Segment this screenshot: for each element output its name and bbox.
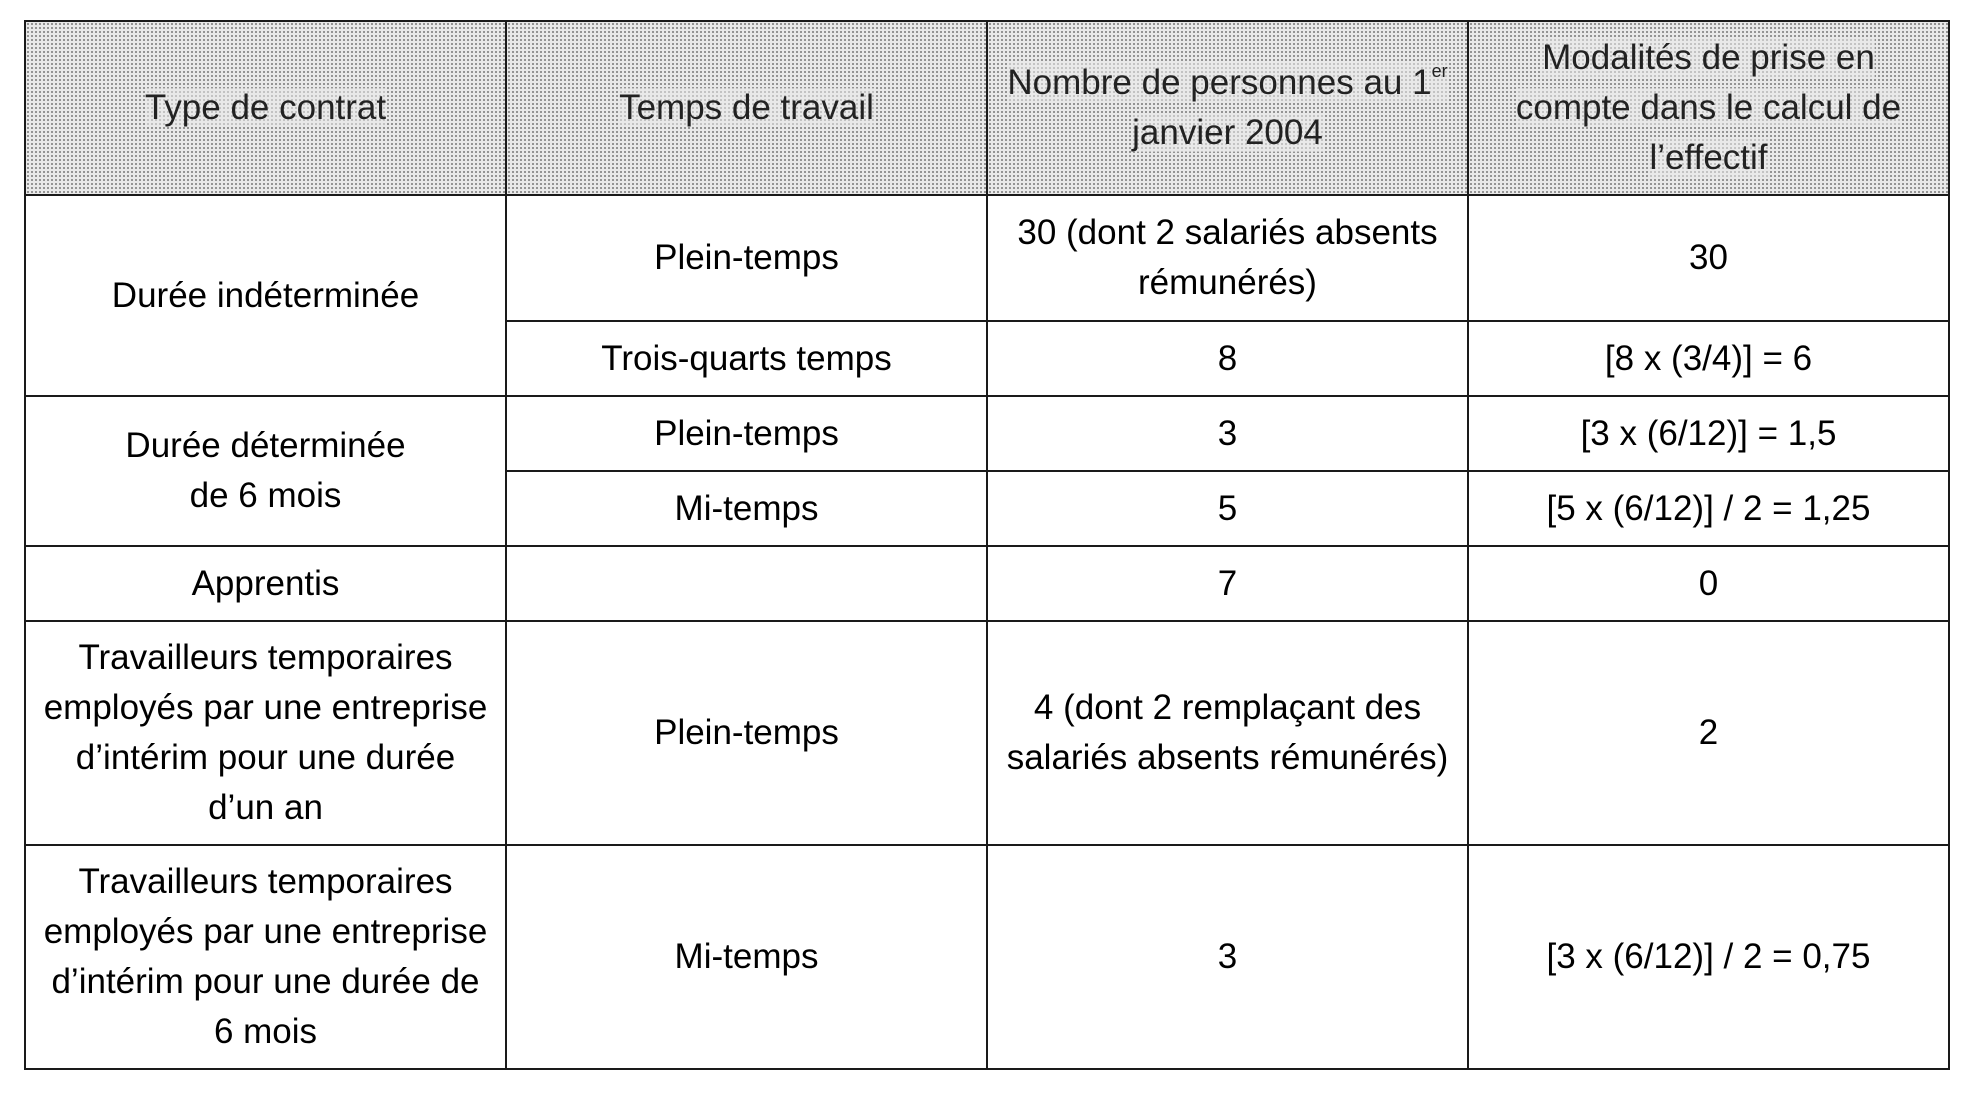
effectif-table <box>24 20 1950 1070</box>
cell-nombre: 5 <box>987 471 1468 546</box>
cell-temps: Plein-temps <box>506 621 987 845</box>
cell-modalite: [8 x (3/4)] = 6 <box>1468 321 1949 396</box>
header-row <box>25 21 1949 195</box>
cell-nombre: 8 <box>987 321 1468 396</box>
cell-temps: Plein-temps <box>506 195 987 321</box>
header-modalites-label: Modalités de prise en compte dans le calcul de l’effectif <box>1515 38 1902 177</box>
cell-nombre: 3 <box>987 845 1468 1069</box>
cell-nombre: 3 <box>987 396 1468 471</box>
table-row <box>25 195 1949 321</box>
header-type-contrat-label: Type de contrat <box>144 88 387 127</box>
cell-temps <box>506 546 987 621</box>
header-nombre-sup: er <box>1431 61 1448 82</box>
table-row <box>25 396 1949 471</box>
cell-temps: Mi-temps <box>506 471 987 546</box>
cell-nombre: 30 (dont 2 salariés absents rémunérés) <box>987 195 1468 321</box>
cell-type-interim-6mois: Travailleurs temporaires employés par une entreprise d’intérim pour une durée de 6 mois <box>25 845 506 1069</box>
cell-type-apprentis: Apprentis <box>25 546 506 621</box>
cell-type-cdi: Durée indéterminée <box>25 195 506 396</box>
cell-temps: Mi-temps <box>506 845 987 1069</box>
cell-modalite: [3 x (6/12)] = 1,5 <box>1468 396 1949 471</box>
header-modalites <box>1468 21 1949 195</box>
table-row <box>25 546 1949 621</box>
cell-modalite: [5 x (6/12)] / 2 = 1,25 <box>1468 471 1949 546</box>
cell-temps: Plein-temps <box>506 396 987 471</box>
header-temps-travail-label: Temps de travail <box>619 88 874 127</box>
cell-modalite: 0 <box>1468 546 1949 621</box>
cell-type-cdd <box>25 396 506 546</box>
header-type-contrat <box>25 21 506 195</box>
cell-nombre: 4 (dont 2 remplaçant des salariés absents rémunérés) <box>987 621 1468 845</box>
table-row <box>25 621 1949 845</box>
cell-modalite: 2 <box>1468 621 1949 845</box>
header-nombre-personnes <box>987 21 1468 195</box>
header-temps-travail <box>506 21 987 195</box>
header-nombre-post: janvier 2004 <box>1132 113 1323 152</box>
cell-type-cdd-line2: de 6 mois <box>189 476 342 515</box>
cell-type-cdd-line1: Durée déterminée <box>125 426 406 465</box>
header-nombre-personnes-label <box>1007 63 1447 152</box>
cell-type-interim-an: Travailleurs temporaires employés par une entreprise d’intérim pour une durée d’un an <box>25 621 506 845</box>
effectif-table-container <box>24 20 1950 1070</box>
cell-nombre: 7 <box>987 546 1468 621</box>
cell-temps: Trois-quarts temps <box>506 321 987 396</box>
cell-modalite: [3 x (6/12)] / 2 = 0,75 <box>1468 845 1949 1069</box>
header-nombre-pre: Nombre de personnes au 1 <box>1007 63 1432 102</box>
cell-modalite: 30 <box>1468 195 1949 321</box>
table-row <box>25 845 1949 1069</box>
